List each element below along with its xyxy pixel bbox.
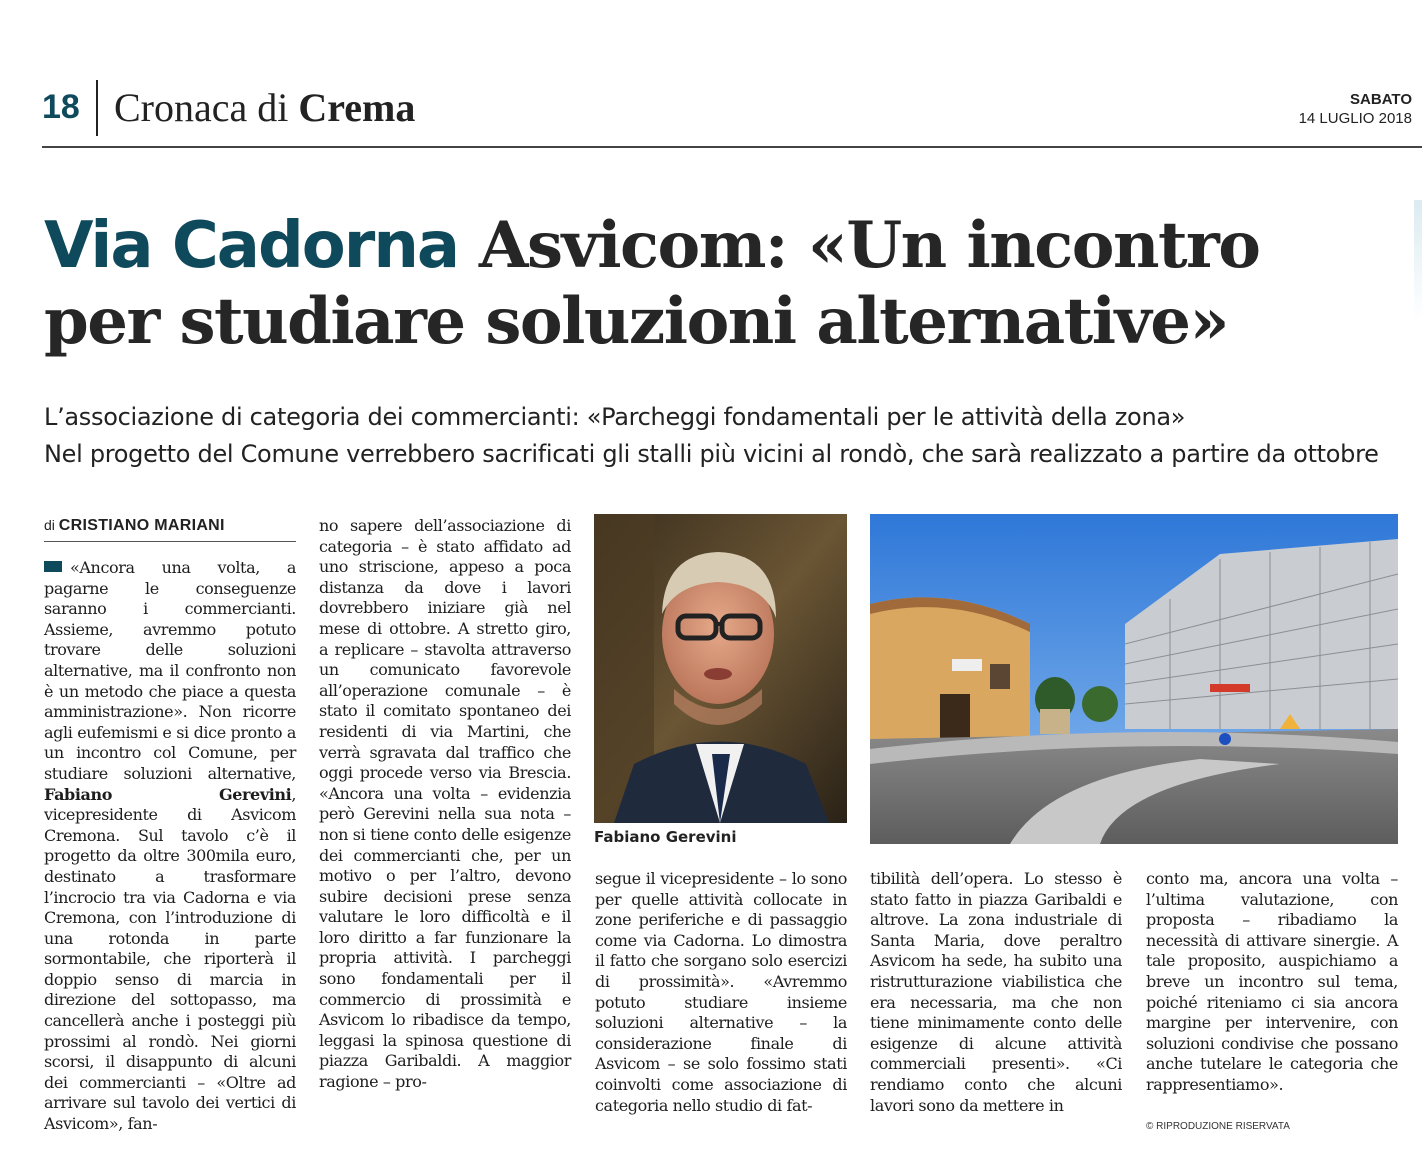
lead-square-icon (44, 561, 62, 572)
header-divider (96, 80, 98, 136)
article-column-5: conto ma, ancora una volta – l’ultima valutazione, con proposta – ribadiamo la necessità di attivare sinergie. A tale proposito, auspichiamo a breve un incontro sul tema, poiché riteniamo ci sia ancora margine per intervenire, con soluzioni condivise che possano anche tutelare le categoria che rappresentiamo». (1146, 869, 1398, 1094)
article-column-2: no sapere dell’associazione di categoria – è stato affidato ad uno striscione, appeso a poca distanza da dove i lavori dovrebbero iniziare già nel mese di ottobre. A stretto giro, a replicare – stavolta attraverso un comunicato favorevole all’operazione comunale – è stato il comitato spontaneo dei residenti di via Martini, che verrà sgravata dal traffico che oggi procede verso via Brescia. «Ancora una volta – evidenzia però Gerevini nella sua nota – non si tiene conto delle esigenze dei commercianti che, per un motivo o per l’altro, devono subire decisioni prese senza valutare le loro difficoltà e il loro diritto a far funzionare la propria attività. I parcheggi sono fondamentali per il commercio di prossimità e Asvicom lo ribadisce da tempo, leggasi la spinosa questione di piazza Garibaldi. A maggior ragione – pro- (319, 516, 571, 1092)
headline-kicker: Via Cadorna (44, 209, 459, 283)
byline-prefix: di (44, 517, 55, 533)
article-column-4: tibilità dell’opera. Lo stesso è stato fatto in piazza Garibaldi e altrove. La zona industriale di Santa Maria, dove peraltro Asvicom ha sede, ha subito una ristrutturazione viabilistica che era necessaria, ma che non tiene minimamente conto delle esigenze di alcune attività commerciali presenti». «Ci rendiamo conto che alcuni lavori sono da mettere in (870, 869, 1122, 1115)
column-1-text-b: , vicepresidente di Asvicom Cremona. Sul tavolo c’è il progetto da oltre 300mila euro, destinato a trasformare l’incrocio tra via Cadorna e via Cremona, con l’introduzione di una rotonda in parte sormontabile, che riporterà il doppio senso di marcia in direzione del sottopasso, ma cancellerà anche i posteggi più prossimi al rondò. Nei giorni scorsi, il disappunto di alcuni dei commercianti – «Oltre ad arrivare sul tavolo dei vertici di Asvicom», fan- (44, 784, 296, 1134)
headline-line-1 (44, 208, 1414, 284)
byline-rule (44, 541, 296, 542)
headline-line-2: per studiare soluzioni alternative» (44, 284, 1228, 359)
date-day: SABATO (1350, 91, 1412, 108)
subtitle-2: Nel progetto del Comune verrebbero sacrificati gli stalli più vicini al rondò, che sarà realizzato a partire da ottobre (44, 440, 1379, 468)
date-full: 14 LUGLIO 2018 (1298, 110, 1412, 127)
subtitle-1: L’associazione di categoria dei commercianti: «Parcheggi fondamentali per le attività della zona» (44, 403, 1186, 431)
portrait-photo (594, 514, 847, 823)
article-column-3: segue il vicepresidente – lo sono per quelle attività collocate in zone periferiche e di passaggio come via Cadorna. Lo dimostra il fatto che sorgano solo esercizi di prossimità». «Avremmo potuto studiare insieme soluzioni alternative – la considerazione finale di Asvicom – se solo fossimo stati coinvolti come associazione di categoria nello studio di fat- (595, 869, 847, 1115)
page-edge-mark (1414, 200, 1422, 320)
street-photo (870, 514, 1398, 844)
section-title (114, 84, 415, 131)
copyright-credit: © RIPRODUZIONE RISERVATA (1146, 1121, 1290, 1132)
column-1-text-a: «Ancora una volta, a pagarne le conseguenze saranno i commercianti. Assieme, avremmo potuto trovare delle soluzioni alternative, ma il confronto non è un metodo che piace a questa amministrazione». Non ricorre agli eufemismi e si dice pronto a un incontro col Comune, per studiare soluzioni alternative, (44, 558, 296, 783)
portrait-caption: Fabiano Gerevini (594, 828, 737, 846)
headline (44, 208, 1414, 359)
section-prefix: Cronaca di (114, 85, 299, 130)
byline-author: CRISTIANO MARIANI (58, 517, 225, 534)
article-column-1 (44, 558, 296, 1135)
person-name: Fabiano Gerevini (44, 784, 292, 804)
headline-line-1-text: Asvicom: «Un incontro (478, 208, 1260, 283)
section-city: Crema (298, 85, 416, 130)
page-number: 18 (42, 88, 80, 126)
header-rule (42, 146, 1422, 148)
byline (44, 517, 225, 535)
